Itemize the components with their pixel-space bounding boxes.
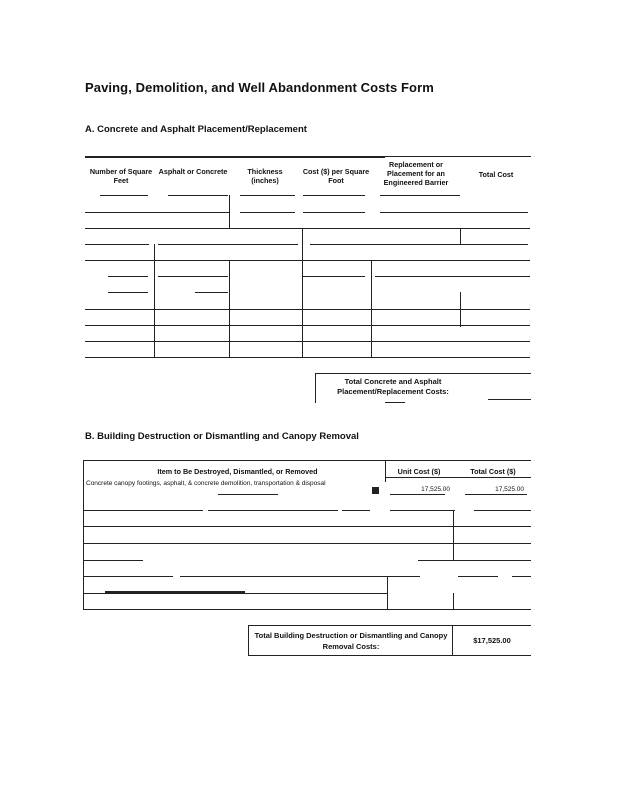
row-marker-icon bbox=[372, 487, 379, 494]
table-rule bbox=[375, 276, 530, 277]
table-rule bbox=[248, 655, 531, 656]
table-rule bbox=[418, 560, 531, 561]
table-rule bbox=[460, 228, 461, 244]
table-rule bbox=[229, 260, 230, 357]
col-thickness: Thickness (inches) bbox=[247, 167, 283, 185]
table-rule bbox=[315, 373, 531, 374]
table-rule bbox=[208, 510, 338, 511]
table-rule bbox=[168, 195, 228, 196]
col-square-feet: Number of Square Feet bbox=[89, 167, 153, 185]
table-rule bbox=[453, 593, 454, 609]
table-rule bbox=[380, 195, 460, 196]
table-rule bbox=[158, 244, 298, 245]
section-a-total-field[interactable] bbox=[488, 399, 531, 400]
table-rule bbox=[83, 460, 531, 461]
table-rule bbox=[385, 460, 386, 482]
table-rule bbox=[512, 576, 531, 577]
table-rule bbox=[85, 357, 530, 358]
table-rule bbox=[248, 625, 531, 626]
table-rule bbox=[85, 325, 530, 326]
table-rule bbox=[303, 212, 365, 213]
table-rule bbox=[158, 276, 228, 277]
table-rule bbox=[108, 292, 148, 293]
form-title: Paving, Demolition, and Well Abandonment Costs Form bbox=[85, 80, 434, 95]
table-rule bbox=[85, 309, 530, 310]
table-rule bbox=[195, 292, 228, 293]
col-unit-cost: Unit Cost ($) bbox=[397, 467, 441, 476]
row-item-text: Concrete canopy footings, asphalt, & concrete demolition, transportation & disposal bbox=[86, 480, 326, 487]
table-rule bbox=[310, 244, 528, 245]
table-rule bbox=[83, 593, 388, 594]
col-total-cost-b: Total Cost ($) bbox=[470, 467, 516, 476]
table-rule bbox=[85, 260, 530, 261]
col-asphalt-concrete: Asphalt or Concrete bbox=[158, 167, 228, 176]
table-rule bbox=[465, 494, 527, 495]
row-unit-cost: 17,525.00 bbox=[421, 486, 450, 493]
table-rule bbox=[474, 510, 531, 511]
table-rule bbox=[380, 212, 528, 213]
table-rule bbox=[390, 494, 445, 495]
table-rule bbox=[85, 341, 530, 342]
section-b-heading: B. Building Destruction or Dismantling and Canopy Removal bbox=[85, 431, 359, 442]
table-rule bbox=[453, 510, 454, 560]
table-rule bbox=[240, 212, 295, 213]
table-rule bbox=[85, 244, 149, 245]
table-rule bbox=[83, 460, 84, 610]
section-a-total-label: Total Concrete and Asphalt Placement/Replacement Costs: bbox=[337, 377, 449, 396]
table-rule bbox=[240, 195, 295, 196]
col-cost-per-sqft: Cost ($) per Square Foot bbox=[302, 167, 370, 185]
table-rule bbox=[371, 260, 372, 357]
section-a-heading: A. Concrete and Asphalt Placement/Replacement bbox=[85, 124, 307, 135]
table-rule bbox=[390, 510, 455, 511]
table-rule bbox=[85, 228, 530, 229]
table-rule bbox=[303, 195, 365, 196]
col-total-cost: Total Cost bbox=[478, 170, 514, 179]
table-rule bbox=[85, 157, 385, 158]
table-rule bbox=[85, 212, 229, 213]
table-rule bbox=[342, 510, 370, 511]
table-rule bbox=[385, 477, 531, 478]
table-rule bbox=[154, 244, 155, 357]
section-b-total-label: Total Building Destruction or Dismantling and Canopy Removal Costs: bbox=[254, 631, 448, 651]
table-rule bbox=[83, 576, 173, 577]
col-replacement-barrier: Replacement or Placement for an Engineered Barrier bbox=[383, 160, 449, 187]
table-rule bbox=[105, 591, 245, 593]
table-rule bbox=[83, 609, 531, 610]
table-rule bbox=[83, 526, 531, 527]
table-rule bbox=[100, 195, 148, 196]
table-rule bbox=[218, 494, 278, 495]
table-rule bbox=[315, 373, 316, 403]
table-rule bbox=[83, 560, 143, 561]
table-rule bbox=[303, 276, 365, 277]
row-total-cost: 17,525.00 bbox=[495, 486, 524, 493]
table-rule bbox=[452, 625, 453, 656]
table-rule bbox=[83, 543, 531, 544]
table-rule bbox=[248, 625, 249, 656]
table-rule bbox=[229, 195, 230, 229]
table-rule bbox=[460, 292, 461, 327]
table-rule bbox=[458, 576, 498, 577]
table-rule bbox=[302, 228, 303, 357]
col-item: Item to Be Destroyed, Dismantled, or Removed bbox=[157, 467, 318, 476]
table-rule bbox=[108, 276, 148, 277]
table-rule bbox=[180, 576, 420, 577]
table-rule bbox=[83, 510, 203, 511]
table-rule bbox=[385, 402, 405, 403]
section-b-total-value: $17,525.00 bbox=[473, 636, 511, 645]
